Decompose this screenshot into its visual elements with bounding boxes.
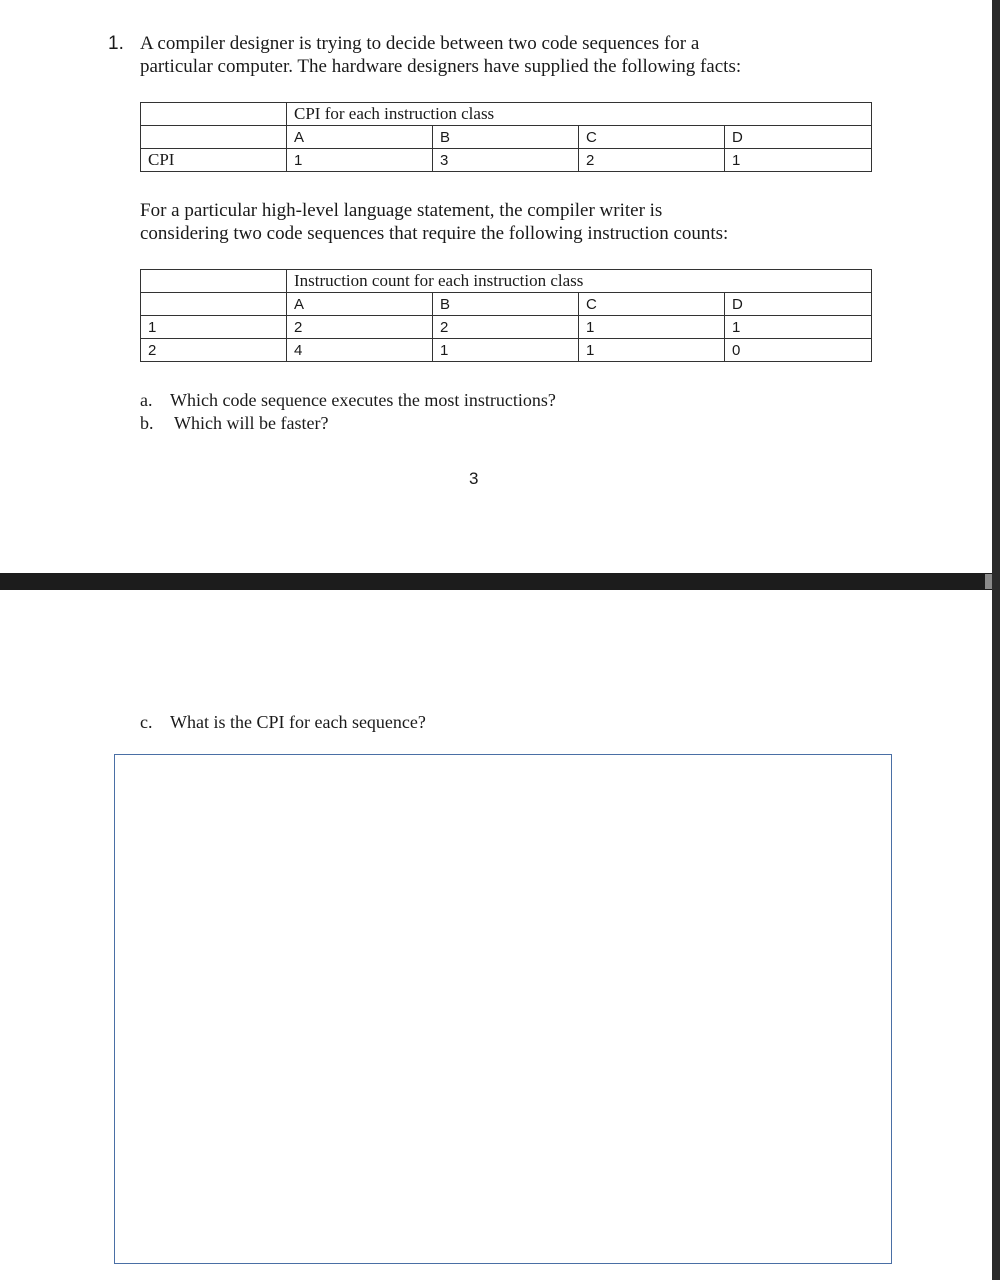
- table-cell: 0: [725, 339, 872, 362]
- part-text: Which code sequence executes the most instructions?: [170, 390, 556, 410]
- part-a: [140, 390, 556, 411]
- table-cell: 1: [579, 339, 725, 362]
- table-cell: 3: [433, 149, 579, 172]
- class-header: D: [725, 293, 872, 316]
- count-table-caption: Instruction count for each instruction class: [287, 270, 872, 293]
- class-header: B: [433, 293, 579, 316]
- table-cell: 2: [433, 316, 579, 339]
- table-cell-empty: [141, 126, 287, 149]
- count-table: [140, 269, 872, 362]
- class-header: B: [433, 126, 579, 149]
- middle-line: considering two code sequences that require the following instruction counts:: [140, 223, 729, 244]
- part-label: b.: [140, 413, 154, 433]
- row-label: 1: [141, 316, 287, 339]
- part-label: a.: [140, 390, 153, 410]
- part-text: Which will be faster?: [174, 413, 329, 433]
- page-break: [0, 573, 1000, 590]
- question-number: 1.: [108, 33, 124, 54]
- intro-line: particular computer. The hardware designers have supplied the following facts:: [140, 56, 742, 77]
- middle-line: For a particular high-level language statement, the compiler writer is: [140, 200, 663, 221]
- table-row: [141, 316, 872, 339]
- part-text: What is the CPI for each sequence?: [170, 712, 426, 732]
- viewer-edge: [992, 0, 1000, 1280]
- middle-paragraph: [140, 199, 728, 245]
- intro-paragraph: [140, 32, 741, 78]
- table-cell-empty: [141, 293, 287, 316]
- table-cell: 2: [287, 316, 433, 339]
- class-header: A: [287, 293, 433, 316]
- answer-box[interactable]: [114, 754, 892, 1264]
- part-c: [140, 712, 426, 733]
- intro-line: A compiler designer is trying to decide between two code sequences for a: [140, 33, 700, 54]
- table-cell: 1: [433, 339, 579, 362]
- page-number: 3: [469, 469, 479, 488]
- table-cell-empty: [141, 270, 287, 293]
- part-b: [140, 413, 328, 434]
- row-label: CPI: [141, 149, 287, 172]
- table-cell: 1: [725, 149, 872, 172]
- class-header: D: [725, 126, 872, 149]
- table-cell: 1: [287, 149, 433, 172]
- table-row: [141, 339, 872, 362]
- cpi-table: [140, 102, 872, 172]
- part-label: c.: [140, 712, 153, 732]
- table-cell: 1: [725, 316, 872, 339]
- table-cell: 4: [287, 339, 433, 362]
- class-header: C: [579, 293, 725, 316]
- class-header: C: [579, 126, 725, 149]
- table-cell-empty: [141, 103, 287, 126]
- cpi-table-caption: CPI for each instruction class: [287, 103, 872, 126]
- table-cell: 2: [579, 149, 725, 172]
- class-header: A: [287, 126, 433, 149]
- table-cell: 1: [579, 316, 725, 339]
- row-label: 2: [141, 339, 287, 362]
